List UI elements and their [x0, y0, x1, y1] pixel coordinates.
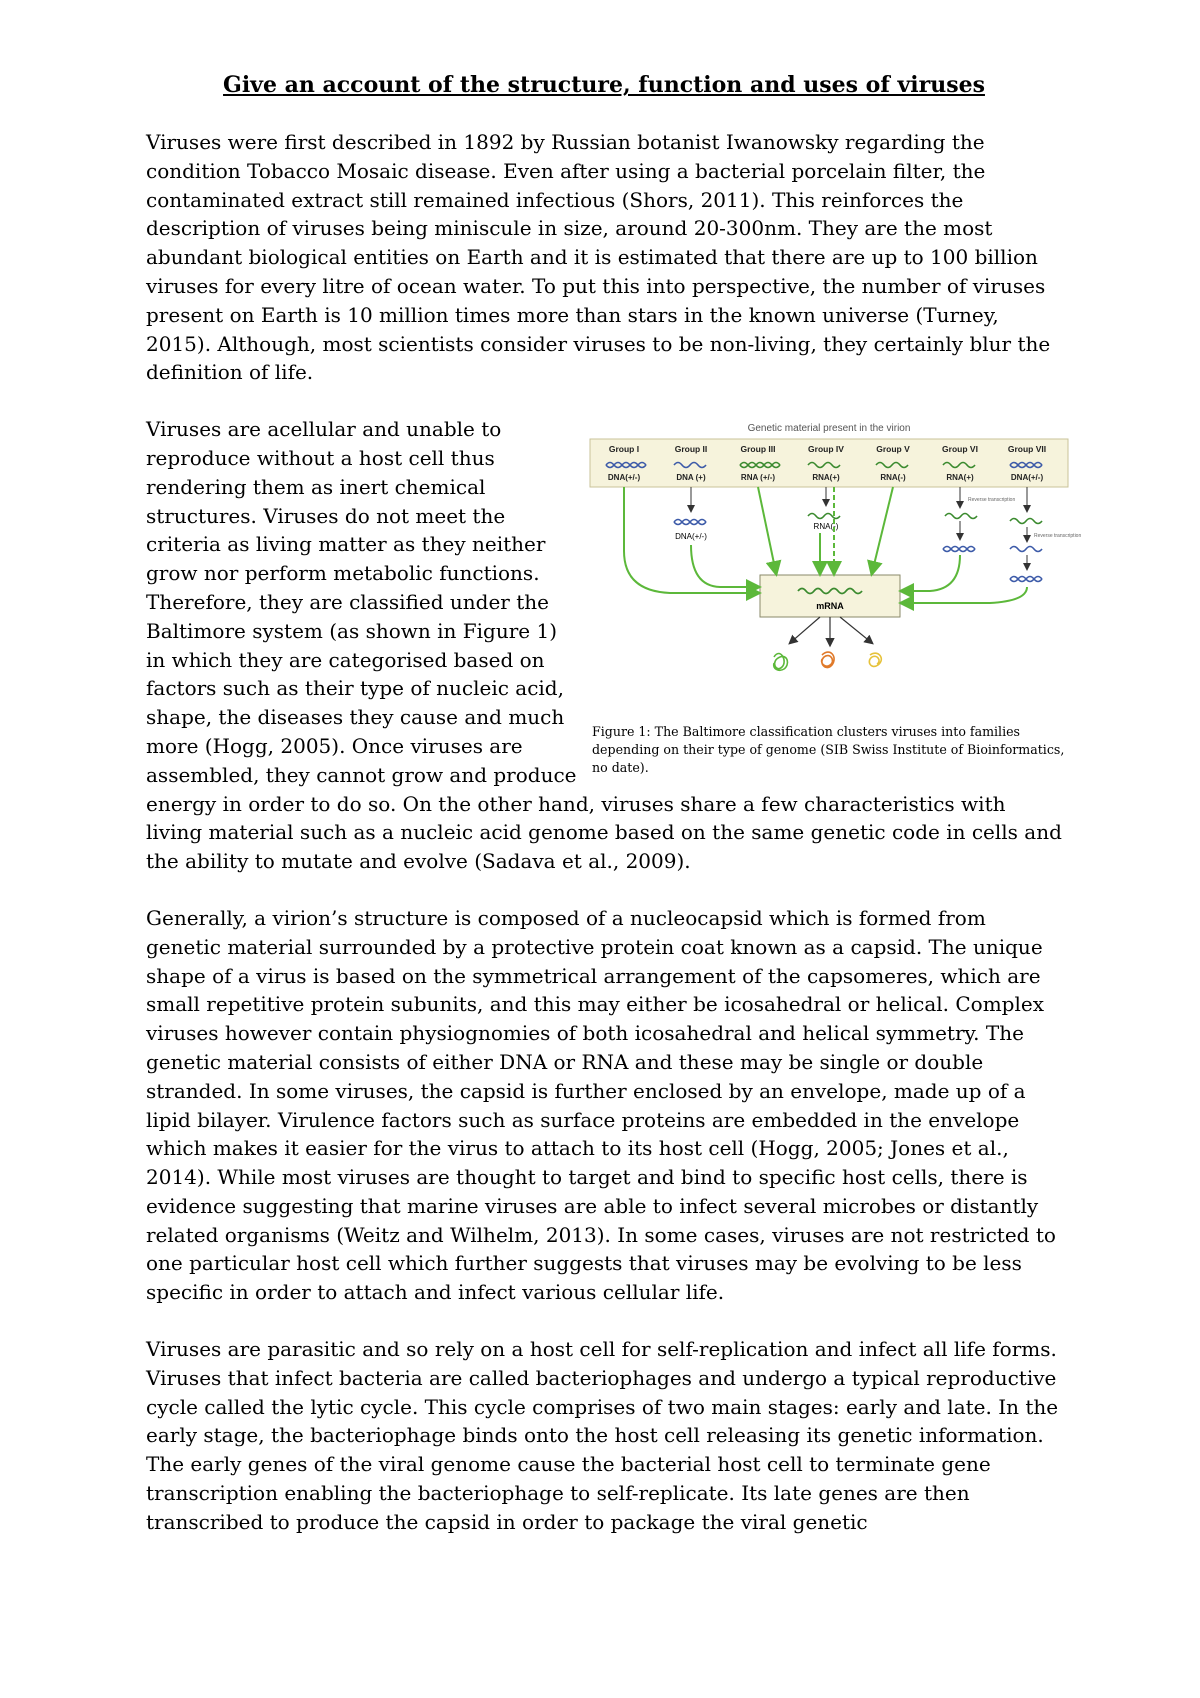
- group-vi-genome: RNA(+): [946, 473, 974, 483]
- arrow-to-protein-3: [840, 617, 872, 643]
- figure-caption: Figure 1: The Baltimore classification clusters viruses into families depending on their type of genome (SIB Swiss Institute of Bioinformatics, no date).: [592, 724, 1065, 776]
- arrow-group-iii: [758, 487, 776, 573]
- intermediate-rna-strand: [808, 514, 840, 519]
- arrow-group-vii: [902, 587, 1027, 603]
- baltimore-diagram: [590, 421, 1082, 721]
- group-vi-label: Group VI: [942, 444, 978, 455]
- group-vii-label: Group VII: [1007, 444, 1047, 455]
- group-iv-label: Group IV: [808, 444, 844, 455]
- intermediate-dna-label: DNA(+/-): [675, 532, 707, 542]
- group-v-label: Group V: [876, 444, 910, 455]
- paragraph-classification: Viruses are acellular and unable to reproduce without a host cell thus rendering them as inert chemical structures. Viruses do not meet the criteria as living matter as they neither grow nor perform metabolic functions. Therefore, they are classified under the Baltimore system (as shown in Figure 1) in which they are categorised based on factors such as their type of nucleic acid, shape, the diseases they cause and much more (Hogg, 2005). Once viruses are assembled, they cannot grow and produce energy in order to do so. On the other hand, viruses share a few characteristics with living material such as a nucleic acid genome based on the same genetic code in cells and the ability to mutate and evolve (Sadava et al., 2009).: [146, 417, 1062, 874]
- group-iii-genome: RNA (+/-): [740, 473, 776, 483]
- figure-baltimore: [590, 421, 1082, 777]
- paragraph-structure: Generally, a virion’s structure is composed of a nucleocapsid which is formed from genetic material surrounded by a protective protein coat known as a capsid. The unique shape of a virus is based on the symmetrical arrangement of the capsomeres, which are small repetitive protein subunits, and this may either be icosahedral or helical. Complex viruses however contain physiognomies of both icosahedral and helical symmetry. The genetic material consists of either DNA or RNA and these may be single or double stranded. In some viruses, the capsid is further enclosed by an envelope, made up of a lipid bilayer. Virulence factors such as surface proteins are embedded in the envelope which makes it easier for the virus to attach to its host cell (Hogg, 2005; Jones et al., 2014). While most viruses are thought to target and bind to specific host cells, there is evidence suggesting that marine viruses are able to infect several microbes or distantly related organisms (Weitz and Wilhelm, 2013). In some cases, viruses are not restricted to one particular host cell which further suggests that viruses may be evolving to be less specific in order to attach and infect various cellular life.: [146, 905, 1056, 1305]
- paragraph-history: Viruses were first described in 1892 by Russian botanist Iwanowsky regarding the condition Tobacco Mosaic disease. Even after using a bacterial porcelain filter, the contaminated extract still remained infectious (Shors, 2011). This reinforces the description of viruses being miniscule in size, around 20-300nm. They are the most abundant biological entities on Earth and it is estimated that there are up to 100 billion viruses for every litre of ocean water. To put this into perspective, the number of viruses present on Earth is 10 million times more than stars in the known universe (Turney, 2015). Although, most scientists consider viruses to be non-living, they certainly blur the definition of life.: [146, 130, 1051, 385]
- arrow-to-protein-1: [790, 617, 820, 643]
- document-title: Give an account of the structure, function and uses of viruses: [223, 72, 985, 98]
- vii-rna-strand: [1010, 519, 1042, 524]
- group-i-label: Group I: [608, 444, 640, 455]
- figure-header: Genetic material present in the virion: [747, 423, 911, 435]
- group-ii-label: Group II: [674, 444, 708, 455]
- arrow-group-vi: [902, 555, 960, 591]
- group-ii-genome: DNA (+): [676, 473, 706, 483]
- arrow-dna-intermediate: [691, 545, 758, 587]
- arrow-group-v: [872, 487, 893, 573]
- vii-rt-label: Reverse transcription: [1034, 533, 1082, 540]
- vii-rna-strand-2: [1010, 547, 1042, 552]
- group-iv-genome: RNA(+): [812, 473, 840, 483]
- group-v-genome: RNA(-): [880, 473, 906, 483]
- intermediate-rna-label: RNA(-): [813, 522, 839, 532]
- group-vii-genome: DNA(+/-): [1010, 473, 1044, 483]
- paragraph-replication: Viruses are parasitic and so rely on a host cell for self-replication and infect all life forms. Viruses that infect bacteria are called bacteriophages and undergo a typical reproductive cycle called the lytic cycle. This cycle comprises of two main stages: early and late. In the early stage, the bacteriophage binds onto the host cell releasing its genetic information. The early genes of the viral genome cause the bacterial host cell to terminate gene transcription enabling the bacteriophage to self-replicate. Its late genes are then transcribed to produce the capsid in order to package the viral genetic: [146, 1337, 1059, 1534]
- mrna-label: mRNA: [816, 601, 844, 612]
- protein-green: [774, 654, 788, 671]
- vi-rt-label: Reverse transcription: [968, 497, 1016, 504]
- vi-rna-strand: [945, 514, 977, 519]
- group-iii-label: Group III: [740, 444, 776, 455]
- document-page: [146, 70, 1082, 1565]
- protein-orange: [822, 652, 834, 667]
- protein-yellow: [869, 653, 881, 666]
- group-i-genome: DNA(+/-): [607, 473, 641, 483]
